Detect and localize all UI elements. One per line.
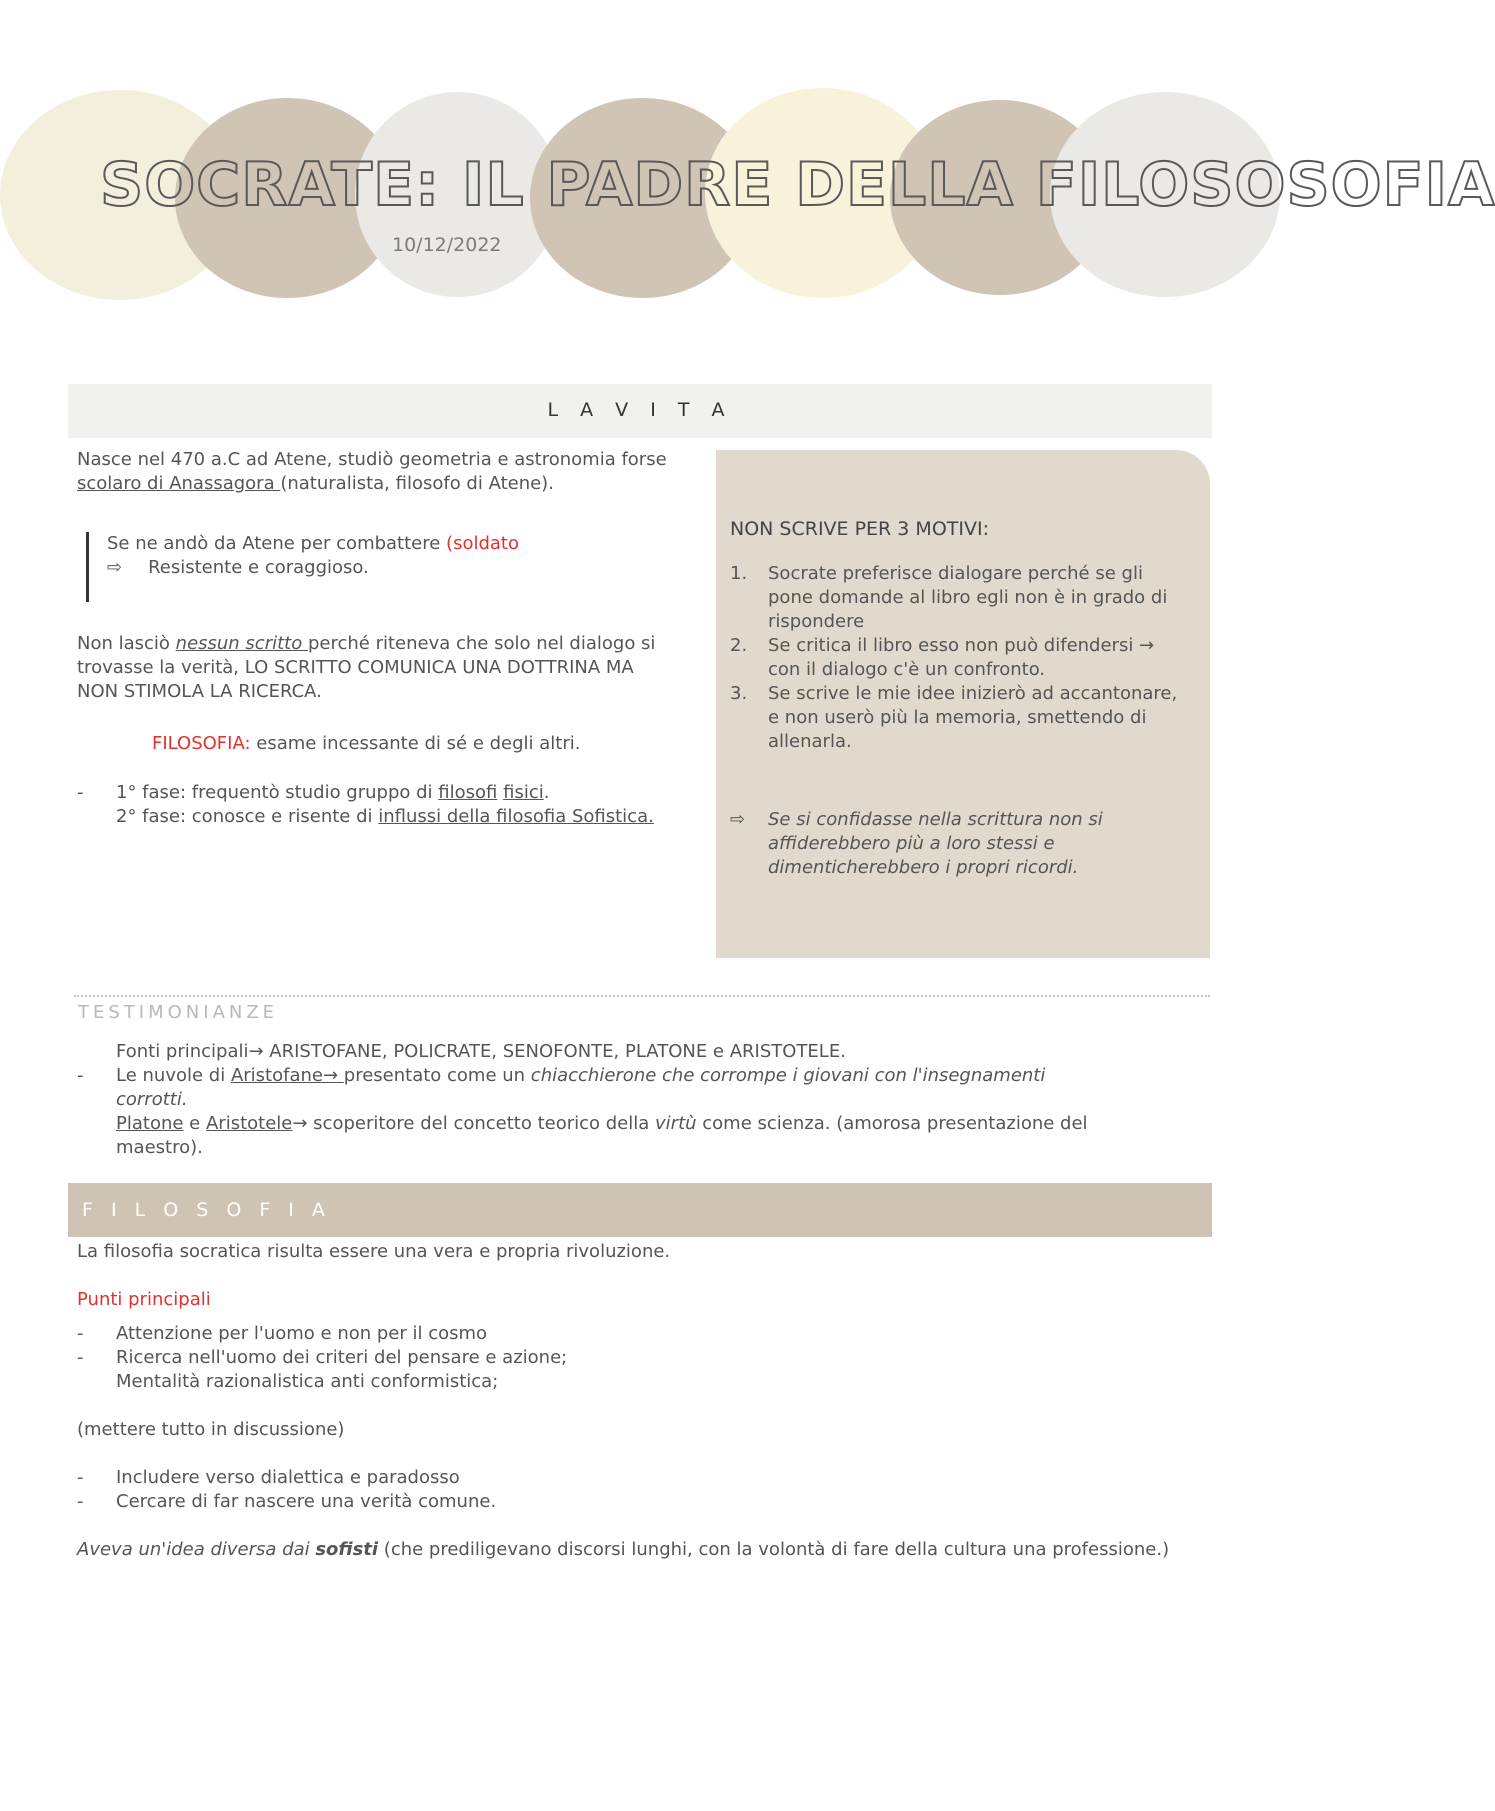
filosofia-definition-text: esame incessante di sé e degli altri.	[250, 733, 581, 754]
fase-1-fisici: fisici	[503, 782, 544, 803]
quote-text-c: Resistente e coraggioso.	[148, 557, 369, 578]
list-text: Se scrive le mie idee inizierò ad accantonare, e non userò più la memoria, smettendo di allenarla.	[768, 683, 1178, 752]
punti2-list	[116, 1466, 1196, 1514]
motivi-note	[730, 808, 1190, 880]
section-bar-filosofia	[68, 1183, 1212, 1237]
arrow-right-icon: ⇨	[730, 809, 746, 830]
quote-text-a: Se ne andò da Atene per combattere	[107, 533, 447, 554]
list-item: Ricerca nell'uomo dei criteri del pensare e azione;	[116, 1347, 568, 1368]
filosofia-label: FILOSOFIA:	[152, 733, 251, 754]
testimonianze-text: presentato come un	[343, 1065, 531, 1086]
vita-paragraph-1	[77, 448, 677, 496]
paren-note: (mettere tutto in discussione)	[77, 1419, 345, 1440]
list-item	[730, 634, 1190, 682]
section-heading-vita: L A V I T A	[547, 399, 733, 421]
platone-link: Platone	[116, 1113, 184, 1134]
vita-p2-text-a: Non lasciò	[77, 633, 176, 654]
fase-2-text: 2° fase: conosce e risente di	[116, 806, 379, 827]
testimonianze-text: → scoperitore del concetto teorico della	[292, 1113, 656, 1134]
testimonianze-text: Le nuvole di	[116, 1065, 231, 1086]
list-text: Se critica il libro esso non può difendersi → con il dialogo c'è un confronto.	[768, 635, 1155, 680]
aristotele-link: Aristotele	[205, 1113, 293, 1134]
list-item: Cercare di far nascere una verità comune.	[116, 1491, 497, 1512]
fase-2-underlined: influssi della filosofia Sofistica.	[378, 806, 654, 827]
final-italic: Aveva un'idea diversa dai	[77, 1539, 316, 1560]
punti-dash: -	[77, 1347, 84, 1368]
fasi-list	[116, 781, 676, 829]
page-title: SOCRATE: IL PADRE DELLA FILOSOSOFIA	[100, 150, 1495, 220]
testimonianze-fonti: Fonti principali→ ARISTOFANE, POLICRATE, SENOFONTE, PLATONE e ARISTOTELE.	[116, 1041, 846, 1062]
fase-1-dot: .	[543, 782, 550, 803]
filosofia-definition	[152, 732, 682, 756]
section-heading-filosofia: F I L O S O F I A	[82, 1199, 331, 1221]
list-number: 2.	[730, 635, 748, 656]
vita-p1-text-c: (naturalista, filosofo di Atene).	[280, 473, 554, 494]
list-item	[730, 562, 1190, 634]
fase-1-text: 1° fase: frequentò studio gruppo di	[116, 782, 439, 803]
list-item: Mentalità razionalistica anti conformistica;	[116, 1371, 499, 1392]
filosofia-final	[77, 1538, 1207, 1562]
vita-p1-underlined: scolaro di Anassagora	[77, 473, 281, 494]
vita-quote	[86, 532, 627, 602]
virtu-italic: virtù	[655, 1113, 697, 1134]
punti2-dash: -	[77, 1491, 84, 1512]
motivi-note-text: Se si confidasse nella scrittura non si affiderebbero più a loro stessi e dimenticherebbero i propri ricordi.	[768, 809, 1103, 878]
punti-label: Punti principali	[77, 1289, 211, 1310]
motivi-list	[730, 562, 1190, 754]
arrow-right-icon: ⇨	[107, 557, 123, 578]
list-number: 1.	[730, 563, 748, 584]
fasi-dash: -	[77, 782, 84, 803]
motivi-title: NON SCRIVE PER 3 MOTIVI:	[730, 518, 989, 540]
dotted-divider	[74, 995, 1210, 997]
testimonianze-text: come scienza. (amorosa presentazione del maestro).	[116, 1113, 1088, 1158]
quote-text-red: (soldato	[446, 533, 519, 554]
vita-paragraph-2	[77, 632, 677, 704]
list-text: Socrate preferisce dialogare perché se gli pone domande al libro egli non è in grado di rispondere	[768, 563, 1168, 632]
aristofane-link: Aristofane→	[230, 1065, 344, 1086]
motivi-box	[716, 450, 1210, 958]
section-bar-vita	[68, 384, 1212, 438]
fase-1-filosofi: filosofi	[438, 782, 498, 803]
list-item	[730, 682, 1190, 754]
list-item: Includere verso dialettica e paradosso	[116, 1467, 460, 1488]
testimonianze-text: e	[183, 1113, 206, 1134]
final-text: (che prediligevano discorsi lunghi, con la volontà di fare della cultura una professione.)	[378, 1539, 1170, 1560]
filosofia-intro: La filosofia socratica risulta essere una vera e propria rivoluzione.	[77, 1241, 671, 1262]
list-item: Attenzione per l'uomo e non per il cosmo	[116, 1323, 488, 1344]
punti-dash: -	[77, 1323, 84, 1344]
punti2-dash: -	[77, 1467, 84, 1488]
vita-p2-underlined: nessun scritto	[175, 633, 308, 654]
page-date: 10/12/2022	[392, 234, 502, 256]
list-number: 3.	[730, 683, 748, 704]
vita-p1-text-a: Nasce nel 470 a.C ad Atene, studiò geometria e astronomia forse	[77, 449, 667, 470]
vita-p2-text-c: perché riteneva che solo nel dialogo si trovasse la verità, LO SCRITTO COMUNICA UNA DOTTRINA MA NON STIMOLA LA RICERCA.	[77, 633, 656, 702]
final-sofisti: sofisti	[315, 1539, 379, 1560]
testimonianze-italic: chiacchierone che corrompe i giovani con l'insegnamenti corrotti.	[116, 1065, 1046, 1110]
testimonianze-label: TESTIMONIANZE	[78, 1002, 279, 1023]
testimonianze-list	[116, 1064, 1116, 1160]
punti-list	[116, 1322, 1196, 1394]
testimonianze-dash: -	[77, 1065, 84, 1086]
